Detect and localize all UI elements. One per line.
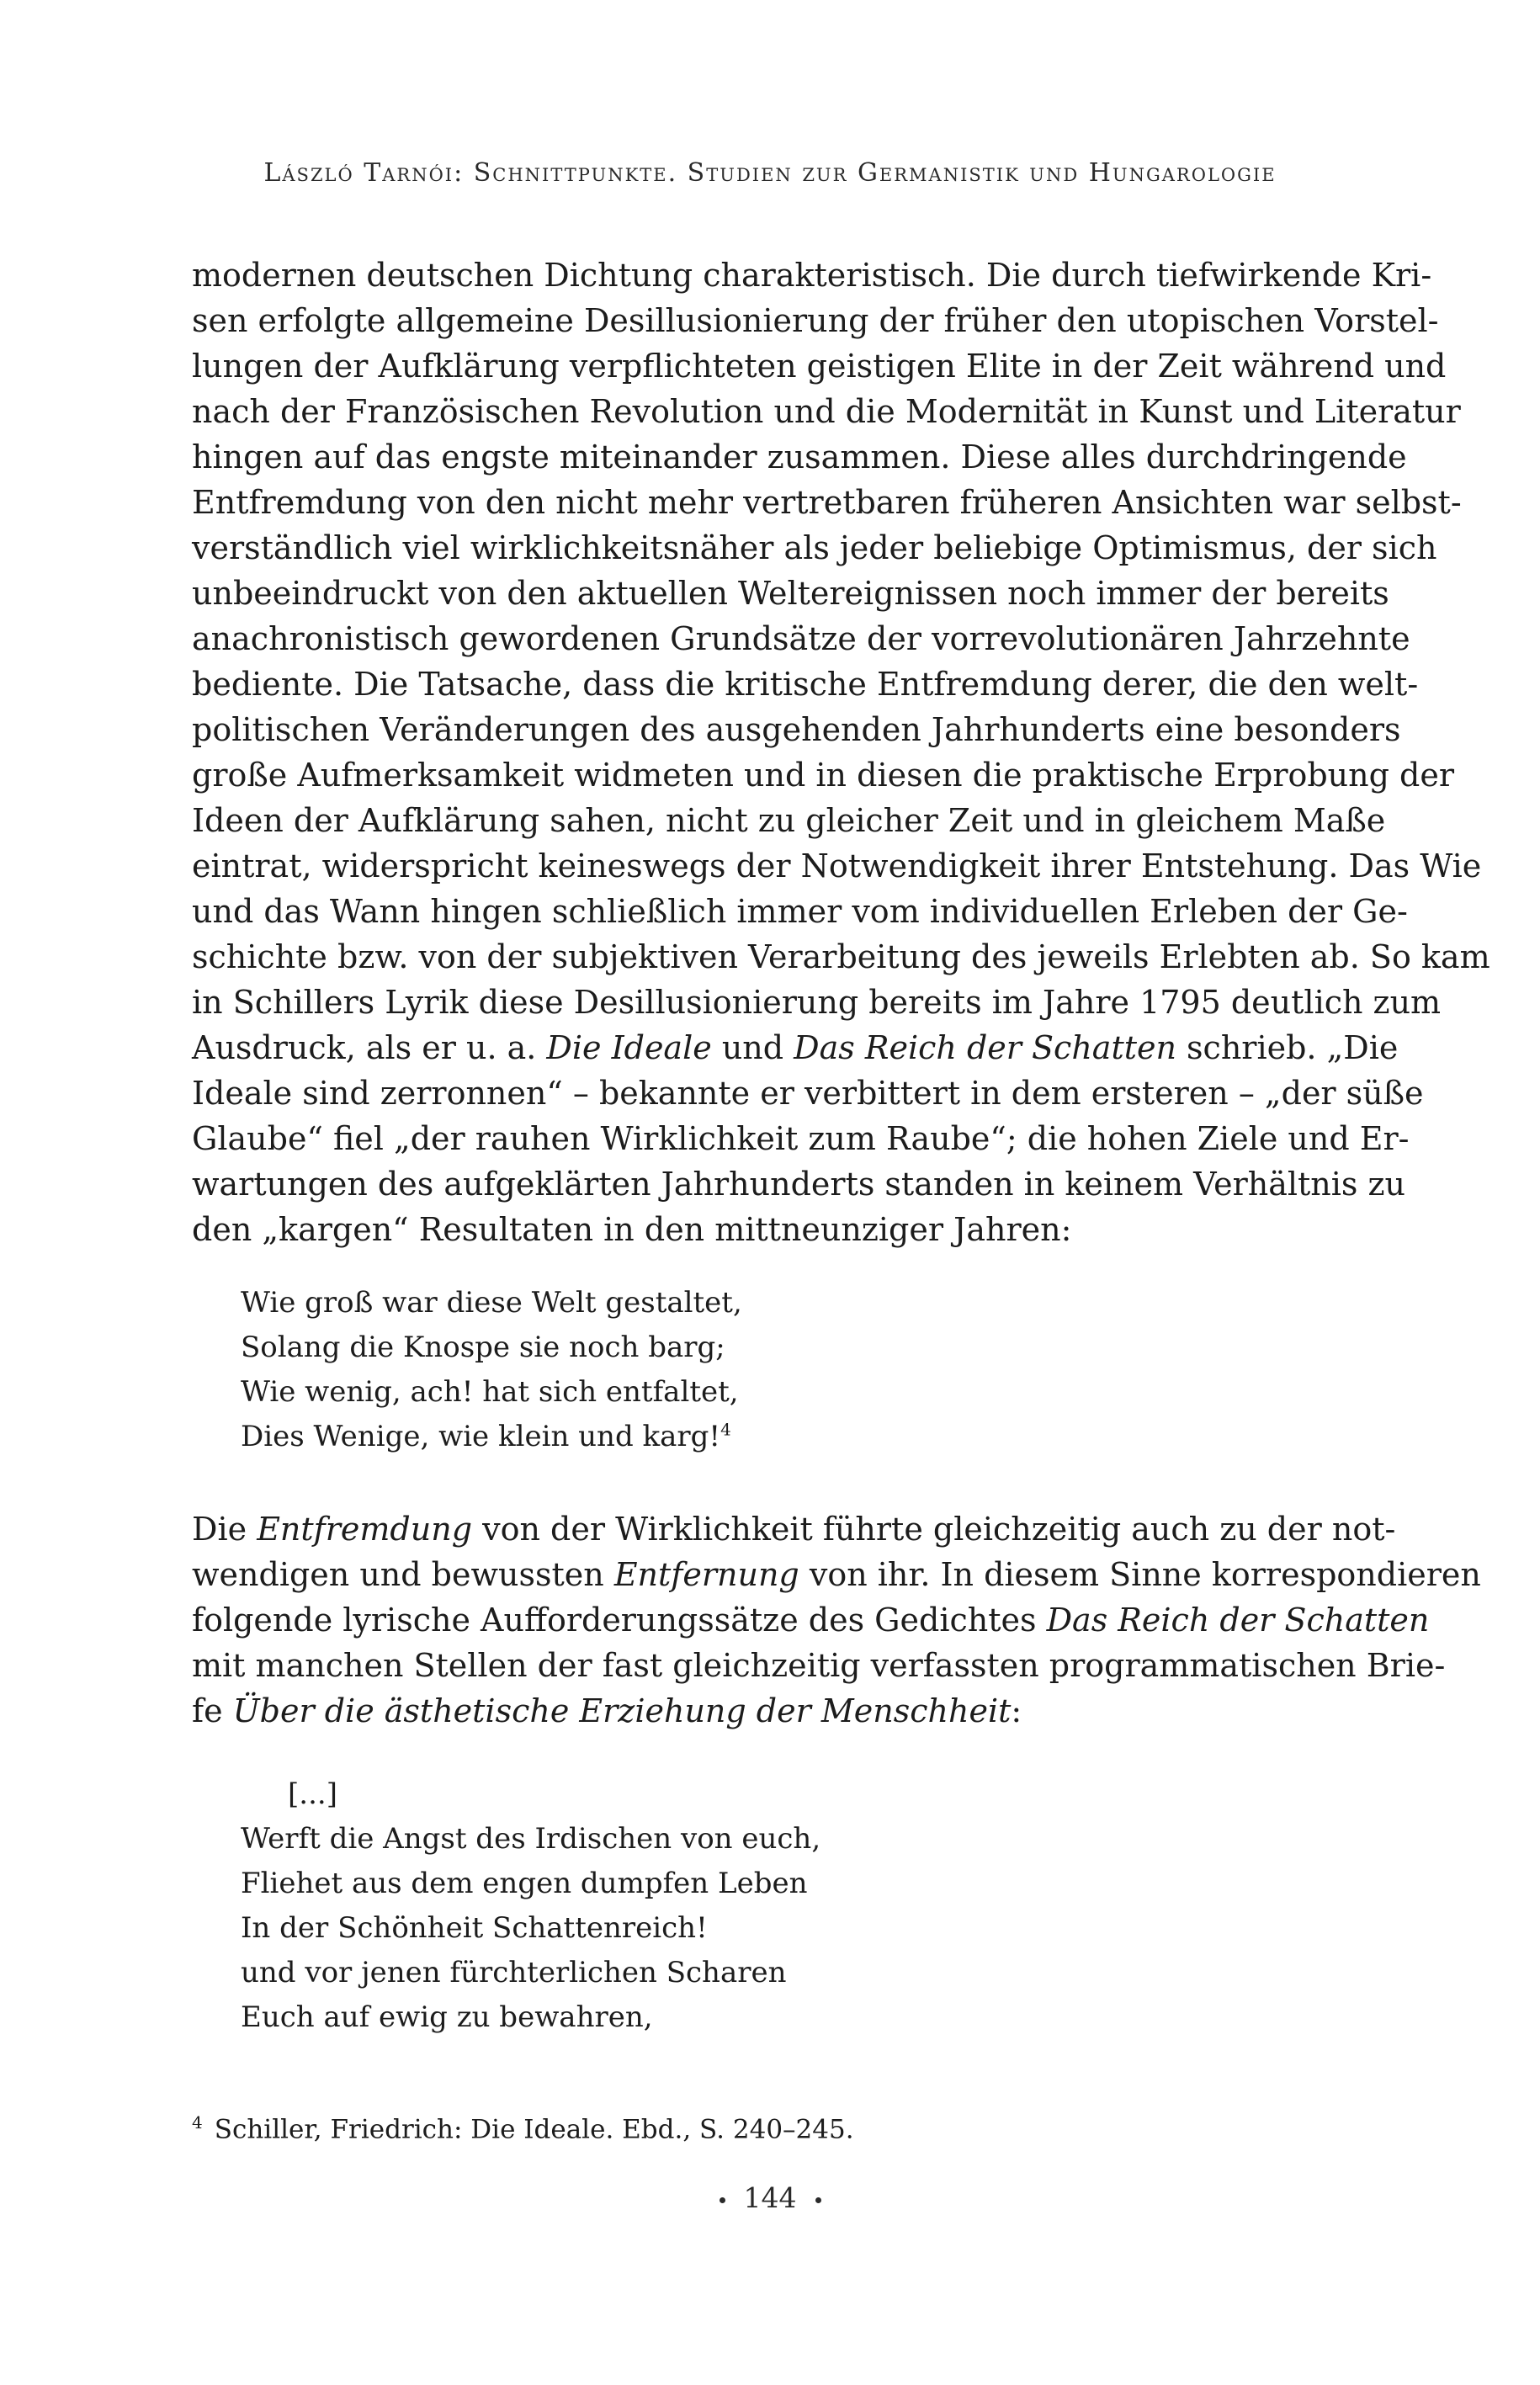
italic-title: Entfernung (613, 1556, 799, 1593)
text-run: in Schillers Lyrik diese Desillusionierung bereits im Jahre 1795 deutlich zum (192, 984, 1442, 1021)
text-run: lungen der Aufklärung verpflichteten geistigen Elite in der Zeit während und (192, 348, 1447, 385)
text-line (192, 661, 1419, 707)
footnote-number: 4 (192, 2112, 203, 2133)
text-line (192, 980, 1442, 1025)
verse-line-with-footnote (241, 1415, 1251, 1459)
italic-title: Die Ideale (546, 1029, 712, 1066)
page-number-value: 144 (743, 2181, 797, 2214)
verse-quote-1 (241, 1281, 1251, 1459)
text-run: Entfremdung von den nicht mehr vertretbaren früheren Ansichten war selbst- (192, 484, 1462, 521)
text-line (192, 1688, 1336, 1734)
text-run: von ihr. In diesem Sinne korrespondieren (799, 1556, 1481, 1593)
verse-line: Werft die Angst des Irdischen von euch, (241, 1822, 821, 1856)
verse-line: In der Schönheit Schattenreich! (241, 1911, 708, 1945)
text-run: Ideale sind zerronnen“ – bekannte er verbittert in dem ersteren – „der süße (192, 1075, 1424, 1112)
italic-title: Entfremdung (257, 1511, 473, 1548)
text-line (192, 843, 1482, 889)
text-line (192, 934, 1490, 980)
text-line (192, 1643, 1446, 1688)
text-line (192, 525, 1437, 571)
body-paragraph-1 (192, 252, 1490, 1252)
text-line (192, 298, 1439, 343)
text-line (192, 1597, 1430, 1643)
text-run: wendigen und bewussten (192, 1556, 614, 1593)
text-line (192, 1070, 1424, 1116)
verse-quote-2 (241, 1772, 1251, 2040)
italic-title: Über die ästhetische Erziehung der Menschheit (232, 1692, 1012, 1729)
text-line (192, 798, 1386, 843)
verse-line: Euch auf ewig zu bewahren, (241, 2000, 653, 2034)
text-run: mit manchen Stellen der fast gleichzeitig verfassten programmatischen Brie- (192, 1647, 1446, 1684)
page-number (0, 2181, 1540, 2214)
italic-title: Das Reich der Schatten (794, 1029, 1176, 1066)
text-line (192, 571, 1389, 616)
text-line (192, 1116, 1410, 1161)
text-run: verständlich viel wirklichkeitsnäher als jeder beliebige Optimismus, der sich (192, 529, 1437, 566)
text-line (192, 389, 1461, 434)
text-line (192, 434, 1407, 480)
verse-line: Wie wenig, ach! hat sich entfaltet, (241, 1375, 739, 1409)
text-run: und das Wann hingen schließlich immer vom individuellen Erleben der Ge- (192, 893, 1408, 930)
text-line (192, 1025, 1399, 1070)
text-line (192, 1207, 1336, 1252)
text-run: wartungen des aufgeklärten Jahrhunderts standen in keinem Verhältnis zu (192, 1166, 1405, 1203)
verse-line-text: Dies Wenige, wie klein und karg! (241, 1420, 721, 1453)
text-run: von der Wirklichkeit führte gleichzeitig auch zu der not- (472, 1511, 1396, 1548)
footnote-reference: 4 (720, 1419, 731, 1440)
verse-line: Wie groß war diese Welt gestaltet, (241, 1286, 742, 1320)
text-run: große Aufmerksamkeit widmeten und in diesen die praktische Erprobung der (192, 757, 1455, 794)
text-line (192, 1161, 1405, 1207)
text-line (192, 889, 1408, 934)
footnote (192, 2104, 1336, 2148)
text-run: bediente. Die Tatsache, dass die kritische Entfremdung derer, die den welt- (192, 666, 1419, 703)
verse-line: Solang die Knospe sie noch barg; (241, 1331, 725, 1364)
text-run: : (1011, 1692, 1022, 1729)
text-run: modernen deutschen Dichtung charakteristisch. Die durch tiefwirkende Kri- (192, 257, 1432, 294)
text-run: Die (192, 1511, 258, 1548)
running-head: László Tarnói: Schnittpunkte. Studien zur Germanistik und Hungarologie (263, 158, 1277, 188)
text-run: hingen auf das engste miteinander zusammen. Diese alles durchdringende (192, 438, 1407, 475)
text-run: fe (192, 1692, 233, 1729)
text-run: eintrat, widerspricht keineswegs der Notwendigkeit ihrer Entstehung. Das Wie (192, 847, 1482, 884)
text-run: unbeeindruckt von den aktuellen Weltereignissen noch immer der bereits (192, 575, 1389, 612)
text-run: schrieb. „Die (1176, 1029, 1399, 1066)
text-run: Ausdruck, als er u. a. (192, 1029, 547, 1066)
text-run: Glaube“ fiel „der rauhen Wirklichkeit zum Raube“; die hohen Ziele und Er- (192, 1120, 1410, 1157)
text-run: folgende lyrische Aufforderungssätze des Gedichtes (192, 1602, 1047, 1639)
text-line (192, 343, 1447, 389)
text-run: politischen Veränderungen des ausgehenden Jahrhunderts eine besonders (192, 711, 1401, 748)
bullet-icon (720, 2197, 725, 2203)
italic-title: Das Reich der Schatten (1046, 1602, 1430, 1639)
text-line (192, 752, 1455, 798)
body-paragraph-2 (192, 1506, 1481, 1734)
text-run: Ideen der Aufklärung sahen, nicht zu gleicher Zeit und in gleichem Maße (192, 802, 1386, 839)
verse-omission-mark: [...] (288, 1777, 337, 1811)
text-run: sen erfolgte allgemeine Desillusionierung der früher den utopischen Vorstel- (192, 302, 1439, 339)
bullet-icon (815, 2197, 821, 2203)
text-line (192, 480, 1462, 525)
verse-line: und vor jenen fürchterlichen Scharen (241, 1956, 787, 1989)
text-line (192, 252, 1432, 298)
text-line (192, 707, 1401, 752)
verse-line: Fliehet aus dem engen dumpfen Leben (241, 1867, 808, 1900)
text-line (192, 1506, 1396, 1552)
text-run: nach der Französischen Revolution und die Modernität in Kunst und Literatur (192, 393, 1461, 430)
text-line (192, 616, 1410, 661)
text-run: und (711, 1029, 794, 1066)
text-run: anachronistisch gewordenen Grundsätze der vorrevolutionären Jahrzehnte (192, 620, 1410, 657)
text-run: den „kargen“ Resultaten in den mittneunziger Jahren: (192, 1211, 1072, 1248)
text-line (192, 1552, 1481, 1597)
text-run: schichte bzw. von der subjektiven Verarbeitung des jeweils Erlebten ab. So kam (192, 938, 1490, 975)
footnote-text: Schiller, Friedrich: Die Ideale. Ebd., S. 240–245. (214, 2114, 854, 2145)
